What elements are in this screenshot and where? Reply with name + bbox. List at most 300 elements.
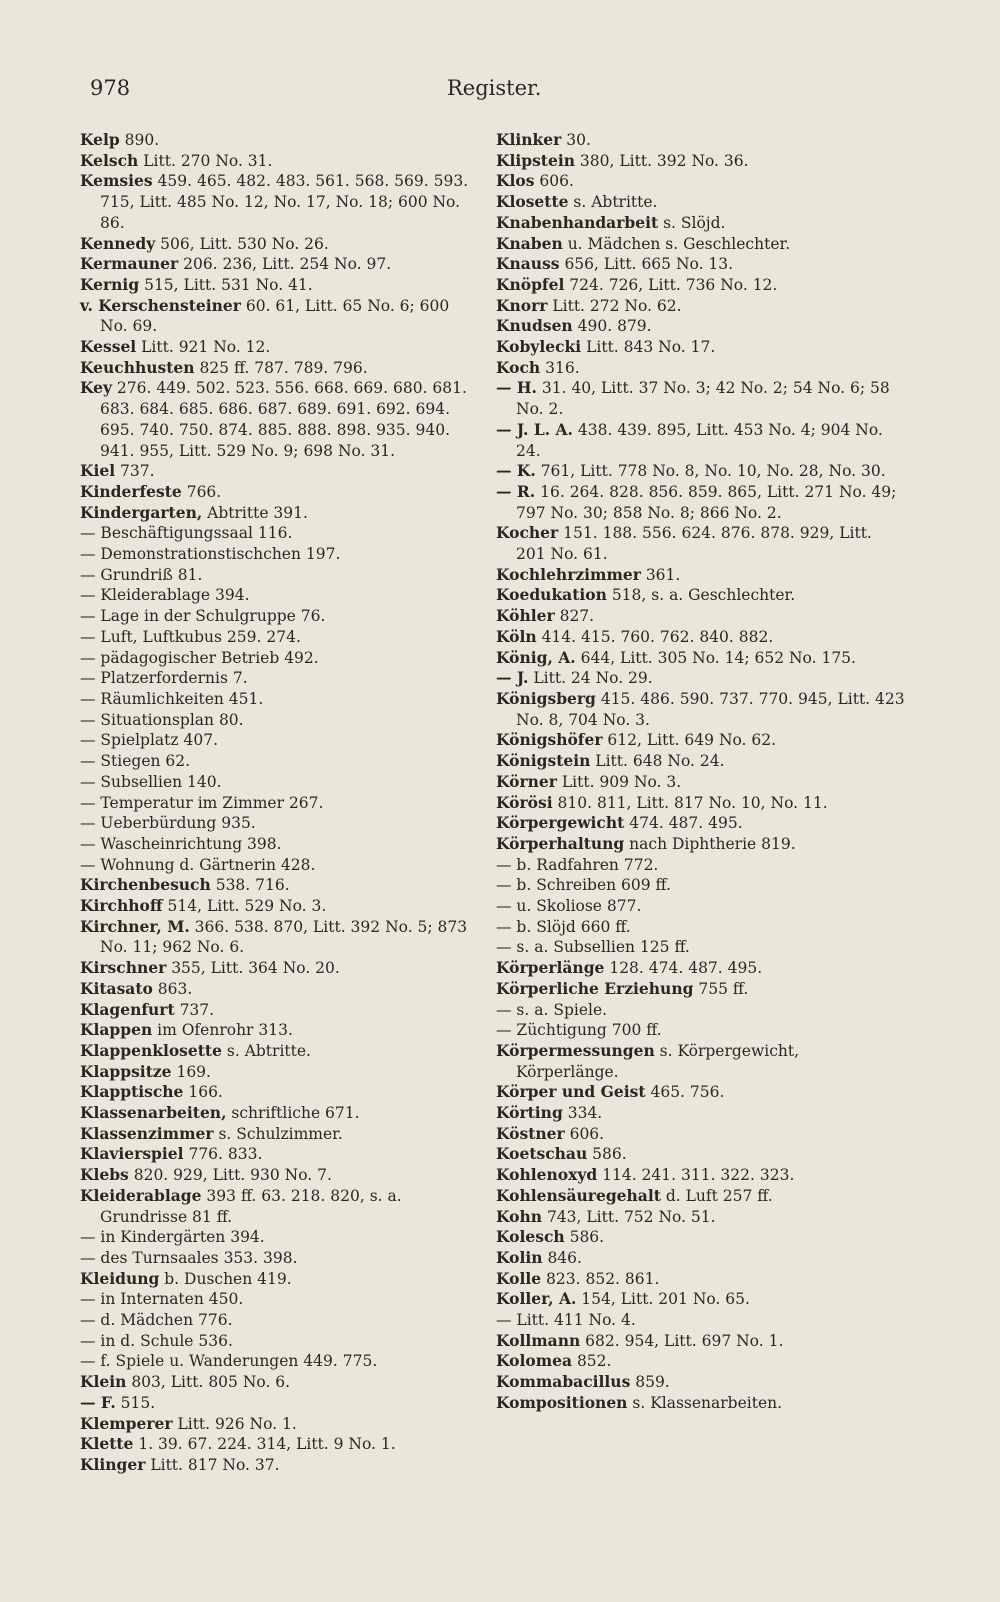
entry-references: 606. <box>564 1124 605 1143</box>
entry-references: d. Luft 257 ff. <box>660 1186 773 1205</box>
entry-heading: Kirschner <box>80 958 167 978</box>
index-entry <box>496 461 906 482</box>
index-entry <box>496 296 906 317</box>
entry-references: 827. <box>554 607 595 626</box>
entry-heading: Kinderfeste <box>80 481 182 501</box>
index-entry <box>496 917 906 938</box>
entry-heading: Kermauner <box>80 254 179 274</box>
entry-references: 316. <box>540 358 580 377</box>
entry-references: Litt. 921 No. 12. <box>136 338 271 357</box>
entry-references: 151. 188. 556. 624. 876. 878. 929, Litt. 201 No. 61. <box>516 524 872 564</box>
entry-references: 414. 415. 760. 762. 840. 882. <box>536 627 774 646</box>
entry-references: 820. 929, Litt. 930 No. 7. <box>128 1166 332 1185</box>
entry-heading: v. Kerschensteiner <box>80 295 241 315</box>
index-entry <box>496 1227 906 1248</box>
entry-references: — Situationsplan 80. <box>80 710 244 729</box>
index-entry <box>80 834 480 855</box>
index-entry <box>80 793 480 814</box>
index-entry <box>80 482 480 503</box>
index-entry <box>80 358 480 379</box>
entry-heading: Kocher <box>496 523 559 543</box>
entry-heading: Kompositionen <box>496 1392 628 1412</box>
left-column <box>80 130 480 1476</box>
entry-references: 612, Litt. 649 No. 62. <box>602 731 777 750</box>
entry-heading: Klappsitze <box>80 1061 172 1081</box>
entry-references: 586. <box>587 1145 627 1164</box>
entry-references: 823. 852. 861. <box>541 1269 660 1288</box>
index-entry <box>496 875 906 896</box>
entry-references: b. Duschen 419. <box>159 1269 292 1288</box>
index-entry <box>80 1455 480 1476</box>
index-entry <box>80 585 480 606</box>
entry-heading: Kirchhoff <box>80 896 163 916</box>
entry-references: — Platzerfordernis 7. <box>80 669 248 688</box>
entry-references: 776. 833. <box>183 1145 263 1164</box>
entry-heading: Kolesch <box>496 1227 565 1247</box>
index-entry <box>496 420 906 461</box>
index-entry <box>496 151 906 172</box>
index-entry <box>80 855 480 876</box>
index-entry <box>80 648 480 669</box>
entry-references: — d. Mädchen 776. <box>80 1311 233 1330</box>
index-entry <box>496 130 906 151</box>
entry-references: — Züchtigung 700 ff. <box>496 1021 662 1040</box>
entry-references: — Wohnung d. Gärtnerin 428. <box>80 855 316 874</box>
index-entry <box>496 1186 906 1207</box>
entry-heading: Körpermessungen <box>496 1040 655 1060</box>
entry-heading: Kelsch <box>80 150 139 170</box>
entry-heading: Köhler <box>496 606 555 626</box>
index-entry <box>80 254 480 275</box>
entry-heading: Klos <box>496 171 535 191</box>
entry-references: 538. 716. <box>210 876 290 895</box>
index-entry <box>80 234 480 255</box>
index-entry <box>80 1082 480 1103</box>
entry-references: — in d. Schule 536. <box>80 1331 233 1350</box>
index-entry <box>80 1020 480 1041</box>
index-entry <box>496 730 906 751</box>
index-entry <box>496 1331 906 1352</box>
entry-references: — Lage in der Schulgruppe 76. <box>80 607 326 626</box>
index-entry <box>496 234 906 255</box>
entry-references: 761, Litt. 778 No. 8, No. 10, No. 28, No. 30. <box>535 462 886 481</box>
entry-heading: Koch <box>496 357 541 377</box>
entry-references: nach Diphtherie 819. <box>624 834 796 853</box>
entry-references: 852. <box>572 1352 612 1371</box>
entry-heading: Kleidung <box>80 1268 160 1288</box>
entry-references: 31. 40, Litt. 37 No. 3; 42 No. 2; 54 No. 6; 58 No. 2. <box>516 379 890 419</box>
entry-heading: König, A. <box>496 647 576 667</box>
index-entry <box>496 1041 906 1082</box>
entry-heading: Klassenzimmer <box>80 1123 214 1143</box>
index-entry <box>496 337 906 358</box>
entry-references: — u. Skoliose 877. <box>496 897 642 916</box>
entry-references: 361. <box>640 565 681 584</box>
index-entry <box>496 1020 906 1041</box>
entry-references: 128. 474. 487. 495. <box>604 959 763 978</box>
entry-heading: Kleiderablage <box>80 1185 202 1205</box>
entry-heading: — R. <box>496 481 536 501</box>
entry-heading: Klipstein <box>496 150 575 170</box>
index-entry <box>496 192 906 213</box>
index-entry <box>80 378 480 461</box>
entry-heading: Kochlehrzimmer <box>496 564 641 584</box>
entry-heading: Königstein <box>496 751 591 771</box>
page-number: 978 <box>90 76 131 100</box>
entry-heading: Klein <box>80 1372 127 1392</box>
index-entry <box>496 1372 906 1393</box>
entry-references: 766. <box>181 482 222 501</box>
entry-references: 737. <box>174 1000 215 1019</box>
entry-references: 606. <box>534 172 574 191</box>
entry-heading: Körpergewicht <box>496 813 625 833</box>
entry-references: im Ofenrohr 313. <box>152 1021 293 1040</box>
index-entry <box>496 855 906 876</box>
index-entry <box>80 1331 480 1352</box>
entry-references: Litt. 843 No. 17. <box>581 338 716 357</box>
entry-references: schriftliche 671. <box>226 1104 360 1123</box>
right-column <box>496 130 906 1414</box>
index-entry <box>496 1124 906 1145</box>
entry-references: 890. <box>119 131 160 149</box>
entry-references: — Litt. 411 No. 4. <box>496 1311 636 1330</box>
index-entry <box>496 1165 906 1186</box>
index-entry <box>496 275 906 296</box>
index-entry <box>496 523 906 564</box>
entry-references: 514, Litt. 529 No. 3. <box>162 897 327 916</box>
entry-heading: Kolle <box>496 1268 542 1288</box>
entry-heading: — J. <box>496 668 529 688</box>
entry-heading: Kobylecki <box>496 337 582 357</box>
index-entry <box>80 606 480 627</box>
index-entry <box>80 627 480 648</box>
entry-heading: Körting <box>496 1103 563 1123</box>
entry-references: — s. a. Subsellien 125 ff. <box>496 938 690 957</box>
index-entry <box>496 813 906 834</box>
entry-references: — Grundriß 81. <box>80 565 203 584</box>
index-entry <box>496 979 906 1000</box>
index-entry <box>80 1041 480 1062</box>
entry-heading: Keuchhusten <box>80 357 195 377</box>
entry-references: 276. 449. 502. 523. 556. 668. 669. 680. 681. 683. 684. 685. 686. 687. 689. 691. 692. 694. 695. 740. 750. 874. 885. 888. 898. 935. 940. 941. 955, Litt. 529 No. 9; 698 No. 31. <box>100 379 467 460</box>
index-entry <box>80 958 480 979</box>
index-entry <box>80 461 480 482</box>
entry-references: 114. 241. 311. 322. 323. <box>597 1166 795 1185</box>
index-entry <box>80 544 480 565</box>
entry-heading: Kelp <box>80 130 120 149</box>
entry-references: 459. 465. 482. 483. 561. 568. 569. 593. 715, Litt. 485 No. 12, No. 17, No. 18; 600 No. 86. <box>100 172 469 232</box>
running-title: Register. <box>447 76 542 100</box>
entry-heading: Koller, A. <box>496 1289 577 1309</box>
entry-references: 803, Litt. 805 No. 6. <box>126 1373 291 1392</box>
entry-references: 737. <box>115 462 155 481</box>
entry-heading: Kirchenbesuch <box>80 875 211 895</box>
entry-references: — Temperatur im Zimmer 267. <box>80 793 324 812</box>
index-entry <box>496 834 906 855</box>
entry-references: s. Slöjd. <box>658 213 726 232</box>
entry-heading: Key <box>80 378 112 398</box>
entry-heading: Kindergarten, <box>80 502 203 522</box>
entry-references: 380, Litt. 392 No. 36. <box>575 151 749 170</box>
entry-references: Litt. 817 No. 37. <box>145 1456 280 1474</box>
index-entry <box>80 1393 480 1414</box>
index-entry <box>80 813 480 834</box>
index-entry <box>80 1310 480 1331</box>
index-entry <box>80 668 480 689</box>
index-entry <box>80 1124 480 1145</box>
entry-references: 682. 954, Litt. 697 No. 1. <box>580 1331 784 1350</box>
index-entry <box>80 1062 480 1083</box>
entry-references: 166. <box>183 1083 223 1102</box>
entry-references: Abtritte 391. <box>202 503 308 522</box>
entry-references: — b. Schreiben 609 ff. <box>496 876 671 895</box>
entry-heading: Kitasato <box>80 978 153 998</box>
entry-heading: Knauss <box>496 254 560 274</box>
index-entry <box>496 1207 906 1228</box>
index-entry <box>80 875 480 896</box>
index-entry <box>496 213 906 234</box>
entry-references: Litt. 926 No. 1. <box>172 1414 297 1433</box>
entry-heading: Köln <box>496 626 537 646</box>
entry-heading: Klemperer <box>80 1413 173 1433</box>
index-entry <box>80 151 480 172</box>
entry-references: Litt. 270 No. 31. <box>138 151 273 170</box>
entry-heading: Klavierspiel <box>80 1144 184 1164</box>
index-entry <box>496 751 906 772</box>
index-entry <box>496 254 906 275</box>
entry-references: 474. 487. 495. <box>624 814 743 833</box>
entry-references: Litt. 24 No. 29. <box>528 669 653 688</box>
index-entry <box>496 171 906 192</box>
entry-heading: Klappen <box>80 1020 153 1040</box>
entry-references: 438. 439. 895, Litt. 453 No. 4; 904 No. 24. <box>516 420 883 460</box>
index-entry <box>496 378 906 419</box>
entry-heading: Knorr <box>496 295 548 315</box>
entry-references: 16. 264. 828. 856. 859. 865, Litt. 271 No. 49; 797 No. 30; 858 No. 8; 866 No. 2. <box>516 482 897 522</box>
entry-references: 334. <box>562 1104 603 1123</box>
entry-heading: Kolin <box>496 1247 543 1267</box>
entry-references: u. Mädchen s. Geschlechter. <box>562 234 791 253</box>
entry-heading: Knaben <box>496 233 563 253</box>
index-entry <box>496 648 906 669</box>
index-entry <box>496 793 906 814</box>
entry-references: 724. 726, Litt. 736 No. 12. <box>564 275 778 294</box>
index-entry <box>496 1000 906 1021</box>
entry-heading: Kemsies <box>80 171 153 191</box>
index-entry <box>496 1248 906 1269</box>
entry-heading: Körperhaltung <box>496 833 625 853</box>
entry-references: 518, s. a. Geschlechter. <box>606 586 796 605</box>
index-entry <box>496 937 906 958</box>
index-entry <box>80 1000 480 1021</box>
entry-references: 415. 486. 590. 737. 770. 945, Litt. 423 No. 8, 704 No. 3. <box>516 689 905 729</box>
entry-references: Litt. 648 No. 24. <box>590 752 725 771</box>
entry-references: 656, Litt. 665 No. 13. <box>559 255 734 274</box>
entry-heading: Kommabacillus <box>496 1372 631 1392</box>
entry-heading: Klebs <box>80 1165 129 1185</box>
entry-references: 206. 236, Litt. 254 No. 97. <box>178 255 392 274</box>
entry-references: 490. 879. <box>572 317 652 336</box>
index-entry <box>80 917 480 958</box>
entry-heading: Klinker <box>496 130 562 149</box>
entry-references: 825 ff. 787. 789. 796. <box>194 358 368 377</box>
entry-heading: Körper und Geist <box>496 1082 646 1102</box>
entry-references: 846. <box>542 1248 582 1267</box>
entry-heading: Klassenarbeiten, <box>80 1103 227 1123</box>
index-entry <box>80 896 480 917</box>
entry-heading: Klappenklosette <box>80 1040 222 1060</box>
entry-references: Litt. 272 No. 62. <box>547 296 682 315</box>
index-entry <box>496 1082 906 1103</box>
index-entry <box>496 585 906 606</box>
entry-references: Litt. 909 No. 3. <box>556 772 682 791</box>
entry-references: 393 ff. 63. 218. 820, s. a. Grundrisse 81 ff. <box>100 1186 402 1226</box>
entry-heading: Kolomea <box>496 1351 573 1371</box>
entry-references: — in Kindergärten 394. <box>80 1228 265 1247</box>
entry-heading: Knabenhandarbeit <box>496 212 659 232</box>
entry-references: — des Turnsaales 353. 398. <box>80 1248 298 1267</box>
entry-heading: Koedukation <box>496 585 607 605</box>
entry-heading: Königshöfer <box>496 730 603 750</box>
entry-references: — in Internaten 450. <box>80 1290 244 1309</box>
index-entry <box>496 668 906 689</box>
index-entry <box>496 1310 906 1331</box>
index-entry <box>80 1372 480 1393</box>
entry-references: — Spielplatz 407. <box>80 731 219 750</box>
entry-references: — Kleiderablage 394. <box>80 586 250 605</box>
index-entry <box>496 1289 906 1310</box>
entry-heading: Kennedy <box>80 233 156 253</box>
entry-references: — pädagogischer Betrieb 492. <box>80 648 319 667</box>
index-entry <box>496 1144 906 1165</box>
entry-heading: — J. L. A. <box>496 419 573 439</box>
index-entry <box>496 482 906 523</box>
entry-heading: Körner <box>496 771 557 791</box>
entry-references: 755 ff. <box>693 979 749 998</box>
entry-heading: Kernig <box>80 274 140 294</box>
entry-heading: Körperliche Erziehung <box>496 978 694 998</box>
index-entry <box>80 1227 480 1248</box>
entry-references: — s. a. Spiele. <box>496 1000 608 1019</box>
entry-references: — f. Spiele u. Wanderungen 449. 775. <box>80 1352 378 1371</box>
entry-heading: Koetschau <box>496 1144 588 1164</box>
entry-heading: Kohn <box>496 1206 543 1226</box>
entry-references: 863. <box>152 979 193 998</box>
index-entry <box>496 1393 906 1414</box>
entry-heading: Kollmann <box>496 1330 581 1350</box>
entry-references: 810. 811, Litt. 817 No. 10, No. 11. <box>552 793 828 812</box>
entry-references: s. Klassenarbeiten. <box>627 1393 783 1412</box>
index-entry <box>496 958 906 979</box>
entry-references: — Beschäftigungssaal 116. <box>80 524 293 543</box>
entry-references: 1. 39. 67. 224. 314, Litt. 9 No. 1. <box>133 1435 396 1454</box>
entry-references: 169. <box>171 1062 211 1081</box>
entry-references: 30. <box>561 131 591 149</box>
index-entry <box>80 1103 480 1124</box>
index-entry <box>496 606 906 627</box>
entry-heading: Körperlänge <box>496 958 605 978</box>
entry-references: — Stiegen 62. <box>80 752 191 771</box>
entry-heading: Knöpfel <box>496 274 565 294</box>
entry-heading: — F. <box>80 1392 116 1412</box>
index-entry <box>80 1434 480 1455</box>
entry-heading: Klapptische <box>80 1082 184 1102</box>
index-entry <box>80 730 480 751</box>
entry-references: — b. Radfahren 772. <box>496 855 659 874</box>
entry-references: 644, Litt. 305 No. 14; 652 No. 175. <box>575 648 856 667</box>
entry-references: 465. 756. <box>645 1083 725 1102</box>
index-entry <box>80 1414 480 1435</box>
entry-references: 506, Litt. 530 No. 26. <box>155 234 329 253</box>
index-entry <box>80 1269 480 1290</box>
entry-references: 366. 538. 870, Litt. 392 No. 5; 873 No. 11; 962 No. 6. <box>100 917 468 957</box>
entry-references: — Demonstrationstischchen 197. <box>80 545 341 564</box>
entry-heading: Klinger <box>80 1455 146 1474</box>
index-entry <box>80 979 480 1000</box>
index-entry <box>80 689 480 710</box>
entry-references: s. Körpergewicht, Körperlänge. <box>516 1041 800 1081</box>
index-entry <box>80 751 480 772</box>
index-entry <box>80 130 480 151</box>
index-entry <box>80 171 480 233</box>
entry-references: 154, Litt. 201 No. 65. <box>576 1290 750 1309</box>
index-entry <box>496 896 906 917</box>
index-entry <box>80 1351 480 1372</box>
index-entry <box>80 1186 480 1227</box>
entry-references: 60. 61, Litt. 65 No. 6; 600 No. 69. <box>100 296 450 336</box>
index-entry <box>80 710 480 731</box>
index-entry <box>80 1165 480 1186</box>
entry-heading: Köstner <box>496 1123 565 1143</box>
index-entry <box>80 772 480 793</box>
entry-references: 586. <box>564 1228 605 1247</box>
index-entry <box>80 565 480 586</box>
entry-heading: Kiel <box>80 461 116 481</box>
index-entry <box>496 772 906 793</box>
index-entry <box>80 275 480 296</box>
entry-references: — Wascheinrichtung 398. <box>80 834 282 853</box>
entry-references: — b. Slöjd 660 ff. <box>496 917 631 936</box>
entry-references: — Luft, Luftkubus 259. 274. <box>80 627 301 646</box>
entry-references: s. Abtritte. <box>568 193 658 212</box>
index-entry <box>496 565 906 586</box>
index-entry <box>496 1103 906 1124</box>
index-entry <box>496 358 906 379</box>
entry-references: — Räumlichkeiten 451. <box>80 689 264 708</box>
entry-references: — Ueberbürdung 935. <box>80 814 256 833</box>
index-entry <box>496 1269 906 1290</box>
entry-heading: Kohlenoxyd <box>496 1165 598 1185</box>
entry-heading: Kirchner, M. <box>80 916 190 936</box>
entry-heading: — K. <box>496 461 536 481</box>
entry-references: 743, Litt. 752 No. 51. <box>542 1207 716 1226</box>
index-entry <box>80 503 480 524</box>
index-entry <box>80 523 480 544</box>
index-entry <box>80 1248 480 1269</box>
entry-heading: Klagenfurt <box>80 999 175 1019</box>
entry-references: 515. <box>115 1393 156 1412</box>
entry-references: s. Schulzimmer. <box>213 1124 343 1143</box>
entry-references: 859. <box>630 1373 670 1392</box>
entry-references: 515, Litt. 531 No. 41. <box>139 275 313 294</box>
index-entry <box>80 296 480 337</box>
entry-heading: Kessel <box>80 337 137 357</box>
entry-heading: Klette <box>80 1434 134 1454</box>
index-entry <box>80 1144 480 1165</box>
index-entry <box>80 337 480 358</box>
entry-references: — Subsellien 140. <box>80 772 222 791</box>
entry-heading: Knudsen <box>496 316 573 336</box>
